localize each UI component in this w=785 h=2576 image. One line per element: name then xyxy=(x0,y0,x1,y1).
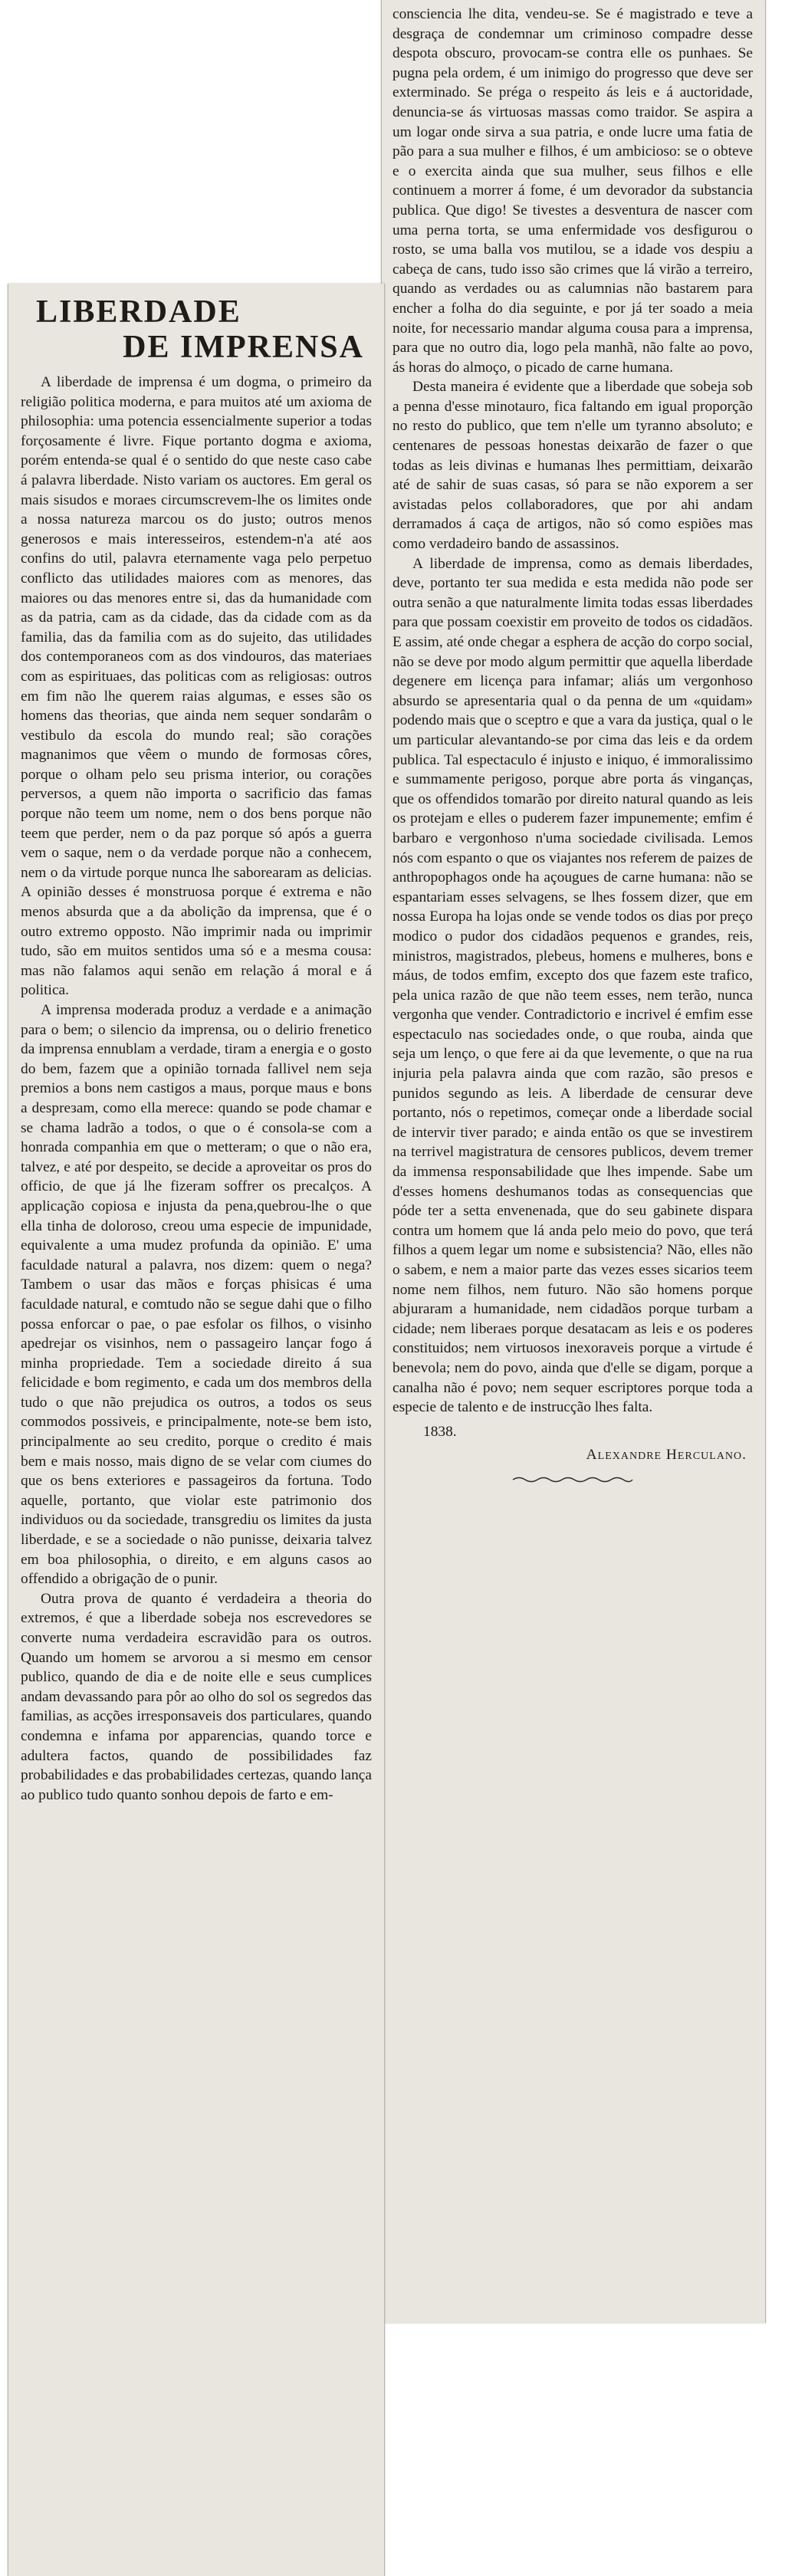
author-signature: Alexandre Herculano. xyxy=(586,1446,747,1463)
left-column xyxy=(21,294,372,2564)
paragraph: consciencia lhe dita, vendeu-se. Se é magistrado e teve a desgraça de condemnar um criminoso compadre desse despota obscuro, provocam-se contra elle os punhaes. Se pugna pela ordem, é um inimigo do progresso que deve ser exterminado. Se préga o respeito ás leis e á auctoridade, denuncia-se ás virtuosas massas como traidor. Se aspira a um logar onde sirva a sua patria, e onde lucre uma fatia de pão para a sua mulher e filhos, é um ambicioso: se o obteve e o exercita ainda que sua mulher, seus filhos e elle continuem a morrer á fome, é um devorador da substancia publica. Que digo! Se tivestes a desventura de nascer com uma perna torta, se uma enfermidade vos desfigurou o rosto, se uma balla vos mutilou, se a idade vos despiu a cabeça de cans, tudo isso são crimes que lá virão a terreiro, quando as verdades ou as calumnias não bastarem para encher a folha do dia seguinte, e por já ter soado a meia noite, for necessario mandar alguma cousa para a imprensa, para que no outro dia, logo pela manhã, não falte ao povo, ás horas do almoço, o picado de carne humana. xyxy=(392,6,753,376)
article-date: 1838. xyxy=(423,1423,457,1440)
article-clipping-right xyxy=(381,0,766,2323)
article-footer xyxy=(392,1422,753,1480)
article-title-line1: LIBERDADE xyxy=(36,294,241,330)
article-clipping-left xyxy=(8,284,385,2576)
paragraph: A imprensa moderada produz a verdade e a animação para o bem; o silencio da imprensa, ou o delirio frenetico da imprensa ennublam a verdade, tiram a energia e o gosto do bem, fazem que a opinião tornada fallivel nem seja premios a bons nem castigos a maus, porque maus e bons a despreзam, como ella merece: quando se pode chamar e se chama ladrão a todos, o que o é consola-se com a honrada companhia em que o metteram; o que o não era, talvez, e até por despeito, se decide a aproveitar os pros do officio, de que já lhe fizeram soffrer os precalços. A applicação copiosa e injusta da pena,quebrou-lhe o que ella tinha de doloroso, creou uma especie de impunidade, equivalente a uma mudez profunda da opinião. E' uma faculdade natural a palavra, nos dizem: quem o nega? Tambem o usar das mãos e forças phisicas é uma faculdade natural, e comtudo não se segue dahi que o filho possa enforcar o pae, o pae esfolar os filhos, o visinho apedrejar os visinhos, nem o passageiro lançar fogo á minha propriedade. Tem a sociedade direito á sua felicidade e bom regimento, e cada um dos membros della tudo o que não prejudica os outros, a todos os seus commodos possiveis, e principalmente, note-se bem isto, principalmente ao seu credito, porque o credito é mais bem e mais nosso, mais digno de se velar com ciumes do que os bens exteriores e passageiros da fortuna. Todo aquelle, portanto, que violar este patrimonio dos individuos ou da sociedade, transgrediu os limites da justa liberdade, e se a sociedade o não punisse, deixaria talvez em boa philosophia, o direito, e em alguns casos ao offendido a obrigação de o punir. xyxy=(21,1002,372,1588)
paragraph: Desta maneira é evidente que a liberdade que sobeja sob a penna d'esse minotauro, fica faltando em igual proporção no resto do publico, que tem n'elle um tyranno absoluto; e centenares de pessoas honestas deixarão de fazer o que todas as leis divinas e humanas lhes permittiam, deixarão até de sahir de suas casas, só para se não exporem a ser avistadas pelos collaboradores, que por ahi andam derramados á caça de artigos, não só como espiões mas como verdadeiro bando de assassinos. xyxy=(392,379,753,553)
ornament-icon xyxy=(511,1476,634,1484)
paragraph: A liberdade de imprensa é um dogma, o primeiro da religião politica moderna, e para muitos até um axioma de philosophia: uma potencia essencialmente superior a todas forçosamente é livre. Fique portanto dogma e axioma, porém entenda-se qual é o sentido do que neste caso cabe á palavra liberdade. Nisto variam os auctores. Em geral os mais sisudos e moraes circumscrevem-lhe os limites onde a nossa natureza marcou os do justo; outros menos generosos e mais interesseiros, estendem-n'a até aos confins do util, palavra eternamente vaga pelo perpetuo conflicto das utilidades maiores com as menores, das maiores ou das menores entre si, das da humanidade com as da patria, cam as da cidade, das da cidade com as da familia, das da familia com as do sujeito, das utilidades dos contemporaneos com as dos vindouros, das materiaes com as espirituaes, das politicas com as religiosas: outros em fim não lhe querem raias algumas, e esses são os homens das theorias, que ainda nem sequer sondarâm o vestibulo da escola do mundo real; são corações magnanimos que vêem o mundo de formosas côres, porque o olham pelo seu prisma interior, ou corações perversos, a quem não importa o sacrificio das famas porque não teem um nome, nem o dos bens porque não teem que perder, nem o da paz porque só após a guerra vem o saque, nem o da verdade porque não a conhecem, nem o da virtude porque nunca lhe saborearam as delicias. A opinião desses é monstruosa porque é extrema e não menos absurda que a da abolição da imprensa, que é o outro extremo opposto. Não imprimir nada ou imprimir tudo, são em muitos sentidos uma só e a mesma cousa: mas não falamos aqui senão em relação á moral e á politica. xyxy=(21,374,372,999)
ornament-divider xyxy=(392,1470,753,1480)
right-column xyxy=(392,5,753,2315)
paragraph: A liberdade de imprensa, como as demais liberdades, deve, portanto ter sua medida e esta medida não pode ser outra senão a que naturalmente limita todas essas liberdades para que possam coexistir em proveito de todos os cidadãos. E assim, até onde chegar a esphera de acção do corpo social, não se deve por modo algum permittir que aquella liberdade degenere em licença para infamar; aliás um vergonhoso absurdo se apresentaria qual o da penna de um «quidam» podendo mais que o sceptro e que a vara da justiça, qual o le um particular alevantando-se por cima das leis e da ordem publica. Tal espectaculo é injusto e iniquo, é immoralissimo e summamente perigoso, porque abre porta ás vinganças, que os offendidos tomarão por direito natural quando as leis os protejam e elles o puderem fazer impunemente; emfim é barbaro e vergonhoso n'uma sociedade civilisada. Lemos nós com espanto o que os viajantes nos referem de paizes de anthropophagos onde ha açougues de carne humana: não se espantariam esses selvagens, se lhes fossem dizer, que em nossa Europa ha lojas onde se vende todos os dias por preço modico o pudor dos cidadãos pequenos e grandes, reis, ministros, magistrados, plebeus, homens e mulheres, bons e máus, de todos emfim, excepto dos que fazem este trafico, pela unica razão de que não teem esses, nem terão, nunca vergonha que vender. Contradictorio e incrivel é emfim esse espectaculo nas sociedades onde, o que rouba, ainda que seja um lenço, o que fere ai da que levemente, o que na rua injuria pela palavra ainda que com razão, são presos e punidos segundo as leis. A liberdade de censurar deve portanto, nós o repetimos, começar onde a liberdade social de intervir tiver parado; e ainda então os que se investirem na terrivel magistratura de censores publicos, devem tremer da immensa responsabilidade que lhes impende. Sabe um d'esses homens deshumanos todas as consequencias que póde ter a setta envenenada, que do seu gabinete dispara contra um homem que lá anda pelo meio do povo, que terá filhos a quem legar um nome e subsistencia? Não, elles não o sabem, e nem a maior parte das vezes esses sicarios teem nome nem filhos, nem futuro. Não são homens porque abjuraram a humanidade, nem cidadãos porque turbam a cidade; nem liberaes porque desatacam as leis e os poderes constituidos; nem virtuosos inexoraveis porque a virtude é benevola; nem do povo, ainda que d'elle se digam, porque a canalha não é povo; nem sequer escriptores porque toda a especie de talento e de instrucção lhes falta. xyxy=(392,555,753,1416)
paragraph: Outra prova de quanto é verdadeira a theoria do extremos, é que a liberdade sobeja nos escrevedores se converte numa verdadeira escravidão para os outros. Quando um homem se arvorou a si mesmo em censor publico, quando de dia e de noite elle e seus cumplices andam devassando para pôr ao olho do sol os segredos das familias, as acções irresponsaveis dos particulares, quando condemna e infama por apparencias, quando torce e adultera factos, quando de possibilidades faz probabilidades e das probabilidades certezas, quando lança ao publico tudo quanto sonhou depois de farto e em- xyxy=(21,1590,372,1803)
article-title-line2: DE IMPRENSA xyxy=(123,330,364,365)
